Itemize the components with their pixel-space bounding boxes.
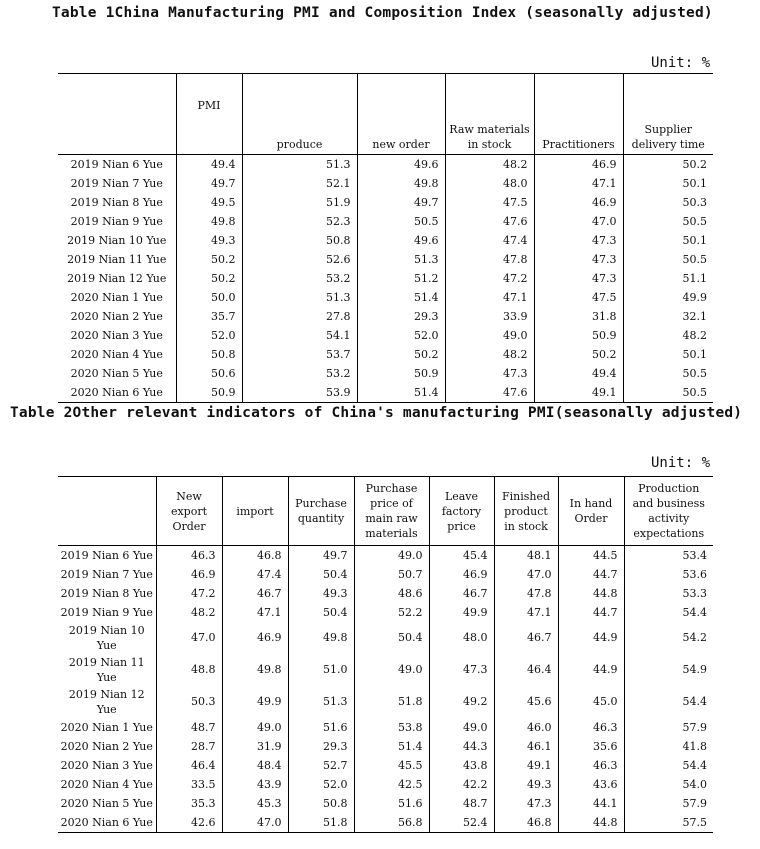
table1-cell: 50.5 bbox=[623, 364, 713, 383]
table1-cell: 51.3 bbox=[242, 155, 357, 175]
table1-cell: 51.3 bbox=[357, 250, 445, 269]
table2-cell: 46.3 bbox=[558, 718, 624, 737]
table2-cell: 49.2 bbox=[429, 686, 494, 718]
table2-cell: 46.3 bbox=[156, 546, 222, 566]
table2-cell: 44.1 bbox=[558, 794, 624, 813]
table2-cell: 45.0 bbox=[558, 686, 624, 718]
table2-cell: 51.0 bbox=[288, 654, 354, 686]
table1-cell: 47.5 bbox=[534, 288, 623, 307]
table1-cell: 49.4 bbox=[534, 364, 623, 383]
table1-cell: 50.2 bbox=[534, 345, 623, 364]
table2-cell: 42.5 bbox=[354, 775, 429, 794]
table1-row-label: 2019 Nian 7 Yue bbox=[70, 177, 163, 190]
table2-cell: 50.4 bbox=[354, 622, 429, 654]
table2-cell: 42.2 bbox=[429, 775, 494, 794]
table1 bbox=[58, 73, 713, 403]
table1-cell: 51.4 bbox=[357, 288, 445, 307]
table1-cell: 50.2 bbox=[176, 269, 242, 288]
table2-cell: 46.7 bbox=[222, 584, 288, 603]
table2-cell: 51.6 bbox=[288, 718, 354, 737]
table1-cell: 51.4 bbox=[357, 383, 445, 403]
table1-cell: 47.3 bbox=[534, 269, 623, 288]
table2-column-header: Purchase quantity bbox=[288, 477, 354, 546]
table1-cell: 48.2 bbox=[623, 326, 713, 345]
table1-cell: 47.3 bbox=[445, 364, 534, 383]
table1-cell: 49.5 bbox=[176, 193, 242, 212]
table2-row bbox=[58, 546, 713, 566]
table1-cell: 50.5 bbox=[357, 212, 445, 231]
table1-cell: 27.8 bbox=[242, 307, 357, 326]
table1-cell: 49.7 bbox=[357, 193, 445, 212]
table2-cell: 52.2 bbox=[354, 603, 429, 622]
table2-cell: 49.8 bbox=[288, 622, 354, 654]
table2-row-label: 2019 Nian 7 Yue bbox=[60, 568, 153, 581]
table1-cell: 49.9 bbox=[623, 288, 713, 307]
table2-column-header: New export Order bbox=[156, 477, 222, 546]
table2-cell: 53.6 bbox=[624, 565, 713, 584]
table1-cell: 49.8 bbox=[357, 174, 445, 193]
table2-row bbox=[58, 603, 713, 622]
table1-cell: 50.5 bbox=[623, 383, 713, 403]
table2-cell: 48.1 bbox=[494, 546, 558, 566]
table1-row bbox=[58, 174, 713, 193]
table2-cell: 47.0 bbox=[222, 813, 288, 833]
table1-row-label: 2020 Nian 1 Yue bbox=[70, 291, 163, 304]
table2-row-label: 2019 Nian 10 Yue bbox=[68, 624, 145, 652]
table1-row bbox=[58, 269, 713, 288]
table2-row bbox=[58, 622, 713, 654]
table2-row bbox=[58, 794, 713, 813]
table2-cell: 48.8 bbox=[156, 654, 222, 686]
table2-cell: 50.7 bbox=[354, 565, 429, 584]
table2-row-label: 2019 Nian 6 Yue bbox=[60, 549, 153, 562]
table2-corner-cell bbox=[58, 477, 156, 546]
table1-cell: 49.0 bbox=[445, 326, 534, 345]
table2-cell: 54.0 bbox=[624, 775, 713, 794]
table1-unit: Unit: % bbox=[651, 55, 711, 71]
table2-row bbox=[58, 686, 713, 718]
table1-cell: 50.0 bbox=[176, 288, 242, 307]
table2-row bbox=[58, 737, 713, 756]
table1-row bbox=[58, 307, 713, 326]
table2-cell: 46.9 bbox=[222, 622, 288, 654]
table1-cell: 49.6 bbox=[357, 231, 445, 250]
table1-row-label: 2020 Nian 5 Yue bbox=[70, 367, 163, 380]
table2-cell: 52.0 bbox=[288, 775, 354, 794]
table2-column-header: Finished product in stock bbox=[494, 477, 558, 546]
table2-cell: 52.7 bbox=[288, 756, 354, 775]
table2-row bbox=[58, 775, 713, 794]
table2-cell: 51.3 bbox=[288, 686, 354, 718]
table2-cell: 49.9 bbox=[222, 686, 288, 718]
table1-row bbox=[58, 288, 713, 307]
table1-cell: 47.5 bbox=[445, 193, 534, 212]
table1-cell: 50.5 bbox=[623, 212, 713, 231]
table2-column-header: Production and business activity expectations bbox=[624, 477, 713, 546]
table2-cell: 47.3 bbox=[429, 654, 494, 686]
table2-cell: 49.0 bbox=[354, 654, 429, 686]
table2-cell: 50.4 bbox=[288, 565, 354, 584]
table2-column-header: import bbox=[222, 477, 288, 546]
table1-column-header: Supplier delivery time bbox=[623, 74, 713, 155]
table1-column-header: produce bbox=[242, 74, 357, 155]
table1-row bbox=[58, 250, 713, 269]
table1-cell: 31.8 bbox=[534, 307, 623, 326]
table2-cell: 47.4 bbox=[222, 565, 288, 584]
table1-cell: 47.3 bbox=[534, 250, 623, 269]
table2-cell: 48.7 bbox=[429, 794, 494, 813]
table1-cell: 47.4 bbox=[445, 231, 534, 250]
table1-cell: 50.8 bbox=[176, 345, 242, 364]
table2-cell: 45.6 bbox=[494, 686, 558, 718]
table2-column-header: Leave factory price bbox=[429, 477, 494, 546]
table1-row bbox=[58, 155, 713, 175]
table1-title: Table 1China Manufacturing PMI and Composition Index (seasonally adjusted) bbox=[52, 5, 713, 21]
table1-cell: 50.1 bbox=[623, 231, 713, 250]
table1-cell: 46.9 bbox=[534, 155, 623, 175]
table2-cell: 44.7 bbox=[558, 603, 624, 622]
table2-cell: 50.3 bbox=[156, 686, 222, 718]
table1-cell: 49.6 bbox=[357, 155, 445, 175]
table1-cell: 50.2 bbox=[176, 250, 242, 269]
table2-cell: 35.6 bbox=[558, 737, 624, 756]
table1-cell: 47.6 bbox=[445, 212, 534, 231]
table2-cell: 53.3 bbox=[624, 584, 713, 603]
table1-cell: 51.2 bbox=[357, 269, 445, 288]
table1-row-label: 2020 Nian 3 Yue bbox=[70, 329, 163, 342]
table1-cell: 54.1 bbox=[242, 326, 357, 345]
table1-row-label: 2020 Nian 6 Yue bbox=[58, 383, 176, 403]
table1-cell: 51.3 bbox=[242, 288, 357, 307]
table2-cell: 46.1 bbox=[494, 737, 558, 756]
table1-cell: 48.0 bbox=[445, 174, 534, 193]
table1-cell: 50.9 bbox=[357, 364, 445, 383]
table2-row-label: 2020 Nian 6 Yue bbox=[58, 813, 156, 833]
table1-row bbox=[58, 231, 713, 250]
table1-row-label: 2019 Nian 9 Yue bbox=[70, 215, 163, 228]
table1-cell: 46.9 bbox=[534, 193, 623, 212]
table2-cell: 45.4 bbox=[429, 546, 494, 566]
table1-row bbox=[58, 212, 713, 231]
table1-cell: 52.0 bbox=[357, 326, 445, 345]
table1-cell: 47.1 bbox=[445, 288, 534, 307]
table2-cell: 44.9 bbox=[558, 622, 624, 654]
table1-cell: 47.6 bbox=[445, 383, 534, 403]
table2-cell: 35.3 bbox=[156, 794, 222, 813]
table2-cell: 47.1 bbox=[494, 603, 558, 622]
table2-cell: 49.3 bbox=[288, 584, 354, 603]
table2-unit: Unit: % bbox=[651, 455, 711, 471]
table1-row bbox=[58, 364, 713, 383]
table2-cell: 31.9 bbox=[222, 737, 288, 756]
table1-column-header: new order bbox=[357, 74, 445, 155]
table1-cell: 50.1 bbox=[623, 345, 713, 364]
table2-cell: 52.4 bbox=[429, 813, 494, 833]
table1-cell: 50.6 bbox=[176, 364, 242, 383]
table1-row bbox=[58, 326, 713, 345]
table2-column-header: Purchase price of main raw materials bbox=[354, 477, 429, 546]
table1-cell: 49.7 bbox=[176, 174, 242, 193]
table1-cell: 35.7 bbox=[176, 307, 242, 326]
table2-row bbox=[58, 718, 713, 737]
table1-cell: 50.2 bbox=[623, 155, 713, 175]
table2-row-label: 2019 Nian 9 Yue bbox=[60, 606, 153, 619]
table2-cell: 57.9 bbox=[624, 794, 713, 813]
table2-cell: 47.0 bbox=[156, 622, 222, 654]
table2-cell: 33.5 bbox=[156, 775, 222, 794]
table2-row bbox=[58, 813, 713, 833]
table1-row bbox=[58, 383, 713, 403]
table2-cell: 41.8 bbox=[624, 737, 713, 756]
table1-cell: 52.3 bbox=[242, 212, 357, 231]
table1-cell: 29.3 bbox=[357, 307, 445, 326]
table2-cell: 53.8 bbox=[354, 718, 429, 737]
table2-cell: 54.4 bbox=[624, 603, 713, 622]
table2-cell: 46.4 bbox=[156, 756, 222, 775]
table1-cell: 52.0 bbox=[176, 326, 242, 345]
table1-row-label: 2020 Nian 4 Yue bbox=[70, 348, 163, 361]
table1-cell: 47.2 bbox=[445, 269, 534, 288]
table1-cell: 53.9 bbox=[242, 383, 357, 403]
table2-cell: 49.0 bbox=[222, 718, 288, 737]
table2-cell: 44.3 bbox=[429, 737, 494, 756]
table2-cell: 56.8 bbox=[354, 813, 429, 833]
table1-cell: 48.2 bbox=[445, 345, 534, 364]
table1-cell: 49.3 bbox=[176, 231, 242, 250]
table2-cell: 47.8 bbox=[494, 584, 558, 603]
table1-cell: 53.2 bbox=[242, 269, 357, 288]
table2-cell: 57.9 bbox=[624, 718, 713, 737]
table2-cell: 29.3 bbox=[288, 737, 354, 756]
table2-cell: 48.2 bbox=[156, 603, 222, 622]
table1-cell: 53.7 bbox=[242, 345, 357, 364]
table1-cell: 49.4 bbox=[176, 155, 242, 175]
table1-row-label: 2020 Nian 2 Yue bbox=[70, 310, 163, 323]
table2-row-label: 2020 Nian 5 Yue bbox=[60, 797, 153, 810]
table2-cell: 48.6 bbox=[354, 584, 429, 603]
table1-corner-cell bbox=[58, 74, 176, 155]
table2-cell: 44.9 bbox=[558, 654, 624, 686]
table2-row bbox=[58, 654, 713, 686]
table1-cell: 48.2 bbox=[445, 155, 534, 175]
table2-cell: 49.1 bbox=[494, 756, 558, 775]
table2-row bbox=[58, 565, 713, 584]
table2-cell: 46.7 bbox=[429, 584, 494, 603]
table2-cell: 47.0 bbox=[494, 565, 558, 584]
table1-cell: 52.1 bbox=[242, 174, 357, 193]
table2-cell: 51.8 bbox=[354, 686, 429, 718]
table2-cell: 46.8 bbox=[222, 546, 288, 566]
table2-row-label: 2020 Nian 4 Yue bbox=[60, 778, 153, 791]
table2-cell: 49.8 bbox=[222, 654, 288, 686]
table2-title: Table 2Other relevant indicators of China's manufacturing PMI(seasonally adjusted) bbox=[10, 405, 743, 421]
table1-column-header: Raw materials in stock bbox=[445, 74, 534, 155]
table1-cell: 51.1 bbox=[623, 269, 713, 288]
table2-cell: 46.9 bbox=[156, 565, 222, 584]
table2-row-label: 2019 Nian 8 Yue bbox=[60, 587, 153, 600]
table1-cell: 49.1 bbox=[534, 383, 623, 403]
table2-cell: 51.8 bbox=[288, 813, 354, 833]
table1-cell: 47.1 bbox=[534, 174, 623, 193]
table1-cell: 50.8 bbox=[242, 231, 357, 250]
table1-cell: 50.9 bbox=[534, 326, 623, 345]
table2-cell: 45.3 bbox=[222, 794, 288, 813]
table2-cell: 47.2 bbox=[156, 584, 222, 603]
table2-cell: 46.7 bbox=[494, 622, 558, 654]
table1-cell: 47.3 bbox=[534, 231, 623, 250]
table1-cell: 33.9 bbox=[445, 307, 534, 326]
table2-cell: 49.0 bbox=[354, 546, 429, 566]
table2-cell: 48.4 bbox=[222, 756, 288, 775]
table2-cell: 46.4 bbox=[494, 654, 558, 686]
table2-cell: 49.3 bbox=[494, 775, 558, 794]
table2-cell: 45.5 bbox=[354, 756, 429, 775]
table2-cell: 44.7 bbox=[558, 565, 624, 584]
table2-cell: 44.5 bbox=[558, 546, 624, 566]
table1-cell: 49.8 bbox=[176, 212, 242, 231]
table2-cell: 43.6 bbox=[558, 775, 624, 794]
table2-row-label: 2020 Nian 2 Yue bbox=[60, 740, 153, 753]
table2-cell: 47.3 bbox=[494, 794, 558, 813]
table1-row bbox=[58, 345, 713, 364]
table2-cell: 54.4 bbox=[624, 686, 713, 718]
table1-cell: 50.3 bbox=[623, 193, 713, 212]
table2-cell: 54.9 bbox=[624, 654, 713, 686]
table2-cell: 54.2 bbox=[624, 622, 713, 654]
table2-cell: 49.9 bbox=[429, 603, 494, 622]
table1-row-label: 2019 Nian 6 Yue bbox=[70, 158, 163, 171]
table1-cell: 50.2 bbox=[357, 345, 445, 364]
table2-cell: 54.4 bbox=[624, 756, 713, 775]
table1-cell: 32.1 bbox=[623, 307, 713, 326]
table1-cell: 51.9 bbox=[242, 193, 357, 212]
table2-row-label: 2020 Nian 3 Yue bbox=[60, 759, 153, 772]
table1-column-header: PMI bbox=[176, 74, 242, 155]
table2-cell: 47.1 bbox=[222, 603, 288, 622]
table2-cell: 57.5 bbox=[624, 813, 713, 833]
table2-cell: 50.4 bbox=[288, 603, 354, 622]
table2-row-label: 2020 Nian 1 Yue bbox=[60, 721, 153, 734]
table1-cell: 50.5 bbox=[623, 250, 713, 269]
table2-cell: 53.4 bbox=[624, 546, 713, 566]
table2-cell: 43.9 bbox=[222, 775, 288, 794]
table2-cell: 44.8 bbox=[558, 813, 624, 833]
table1-row-label: 2019 Nian 11 Yue bbox=[67, 253, 167, 266]
table1-cell: 52.6 bbox=[242, 250, 357, 269]
table1-cell: 50.1 bbox=[623, 174, 713, 193]
table2-cell: 48.0 bbox=[429, 622, 494, 654]
table2-cell: 51.4 bbox=[354, 737, 429, 756]
table2-cell: 46.3 bbox=[558, 756, 624, 775]
table1-column-header: Practitioners bbox=[534, 74, 623, 155]
table2-cell: 28.7 bbox=[156, 737, 222, 756]
table2-cell: 46.8 bbox=[494, 813, 558, 833]
table2-row-label: 2019 Nian 11 Yue bbox=[68, 656, 145, 684]
table1-cell: 53.2 bbox=[242, 364, 357, 383]
table2-cell: 48.7 bbox=[156, 718, 222, 737]
table2-row bbox=[58, 584, 713, 603]
table2-cell: 42.6 bbox=[156, 813, 222, 833]
table1-cell: 47.8 bbox=[445, 250, 534, 269]
table2-cell: 43.8 bbox=[429, 756, 494, 775]
table2-row bbox=[58, 756, 713, 775]
table1-row-label: 2019 Nian 8 Yue bbox=[70, 196, 163, 209]
table2-column-header: In hand Order bbox=[558, 477, 624, 546]
table2-cell: 44.8 bbox=[558, 584, 624, 603]
table2-cell: 50.8 bbox=[288, 794, 354, 813]
table1-cell: 50.9 bbox=[176, 383, 242, 403]
table2-cell: 46.0 bbox=[494, 718, 558, 737]
table2 bbox=[58, 476, 713, 833]
table1-row-label: 2019 Nian 10 Yue bbox=[67, 234, 167, 247]
table2-row-label: 2019 Nian 12 Yue bbox=[68, 688, 145, 716]
table2-cell: 46.9 bbox=[429, 565, 494, 584]
table2-cell: 51.6 bbox=[354, 794, 429, 813]
table1-cell: 47.0 bbox=[534, 212, 623, 231]
table2-cell: 49.0 bbox=[429, 718, 494, 737]
table2-cell: 49.7 bbox=[288, 546, 354, 566]
table1-row bbox=[58, 193, 713, 212]
table1-row-label: 2019 Nian 12 Yue bbox=[67, 272, 167, 285]
